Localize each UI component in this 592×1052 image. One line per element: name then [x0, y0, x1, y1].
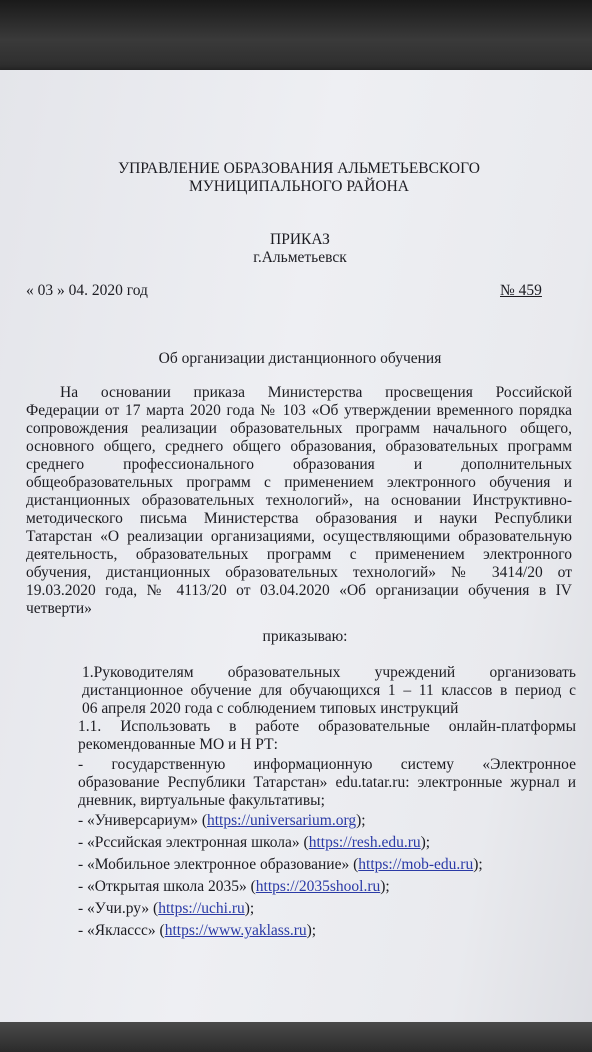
platform-item: - «Мобильное электронное образование» (https://mob-edu.ru); [78, 856, 483, 873]
preamble-line: обучения, дистанционных образовательных технологий» № 3414/20 от [26, 564, 572, 581]
state-system-line: образование Республики Татарстан» edu.tatar.ru: электронные журнал и [78, 774, 576, 791]
item1-line: 1.Руководителям образовательных учреждений организовать [82, 664, 576, 681]
org-name-line2: МУНИЦИПАЛЬНОГО РАЙОНА [189, 178, 409, 195]
preamble-line: среднего профессионального образования и дополнительных [26, 456, 572, 473]
platform-link[interactable]: https://2035shool.ru [255, 878, 381, 895]
platform-link[interactable]: https://resh.edu.ru [308, 834, 421, 851]
order-title: Об организации дистанционного обучения [158, 350, 442, 367]
preamble-line: методического письма Министерства образования и науки Республики [26, 510, 572, 527]
platform-link[interactable]: https://universarium.org [206, 812, 357, 829]
item1-line: дистанционное обучение для обучающихся 1 – 11 классов в период с [82, 682, 576, 699]
preamble-line: дистанционных образовательных технологий», на основании Инструктивно- [26, 492, 572, 509]
preamble-line: Татарстан «О реализации организациями, осуществляющими образовательную [26, 528, 572, 545]
preamble-line: основного общего, среднего общего образования, образовательных программ [26, 438, 572, 455]
org-name-line1: УПРАВЛЕНИЕ ОБРАЗОВАНИЯ АЛЬМЕТЬЕВСКОГО [118, 160, 480, 177]
preamble-line: сопровождения реализации образовательных программ начального общего, [26, 420, 572, 437]
platform-item: - «Открытая школа 2035» (https://2035shool.ru); [78, 878, 390, 895]
preamble-line: четверти» [26, 600, 92, 617]
doc-type: ПРИКАЗ [270, 231, 330, 248]
item11-line: рекомендованные МО и Н РТ: [78, 736, 278, 753]
preamble-line: 19.03.2020 года, № 4113/20 от 03.04.2020 «Об организации обучения в IV [26, 582, 572, 599]
platform-item: - «Универсариум» (https://universarium.org); [78, 812, 366, 829]
order-word: приказываю: [262, 628, 348, 645]
item11-line: 1.1. Использовать в работе образовательные онлайн-платформы [78, 718, 576, 735]
preamble-line: Федерации от 17 марта 2020 года № 103 «Об утверждении временного порядка [26, 402, 572, 419]
city: г.Альметьевск [253, 249, 347, 266]
state-system-line: - государственную информационную систему «Электронное [78, 756, 576, 773]
table-edge [0, 1022, 592, 1052]
state-system-line: дневник, виртуальные факультативы; [78, 792, 325, 809]
platform-link[interactable]: https://www.yaklass.ru [164, 922, 307, 939]
preamble-line: На основании приказа Министерства просвещения Российской [60, 384, 572, 401]
platform-link[interactable]: https://uchi.ru [158, 900, 245, 917]
platform-item: - «Учи.ру» (https://uchi.ru); [78, 900, 255, 917]
platform-link[interactable]: https://mob-edu.ru [358, 856, 474, 873]
preamble-line: деятельность, образовательных программ с применением электронного [26, 546, 572, 563]
item1-line: 06 апреля 2020 года с соблюдением типовых инструкций [82, 700, 459, 717]
order-date: « 03 » 04. 2020 год [26, 282, 148, 299]
preamble-line: общеобразовательных программ с применением электронного обучения и [26, 474, 572, 491]
platform-item: - «Рссийская электронная школа» (https://resh.edu.ru); [78, 834, 431, 851]
order-number: № 459 [500, 282, 542, 299]
platform-item: - «Яклассс» (https://www.yaklass.ru); [78, 922, 317, 939]
